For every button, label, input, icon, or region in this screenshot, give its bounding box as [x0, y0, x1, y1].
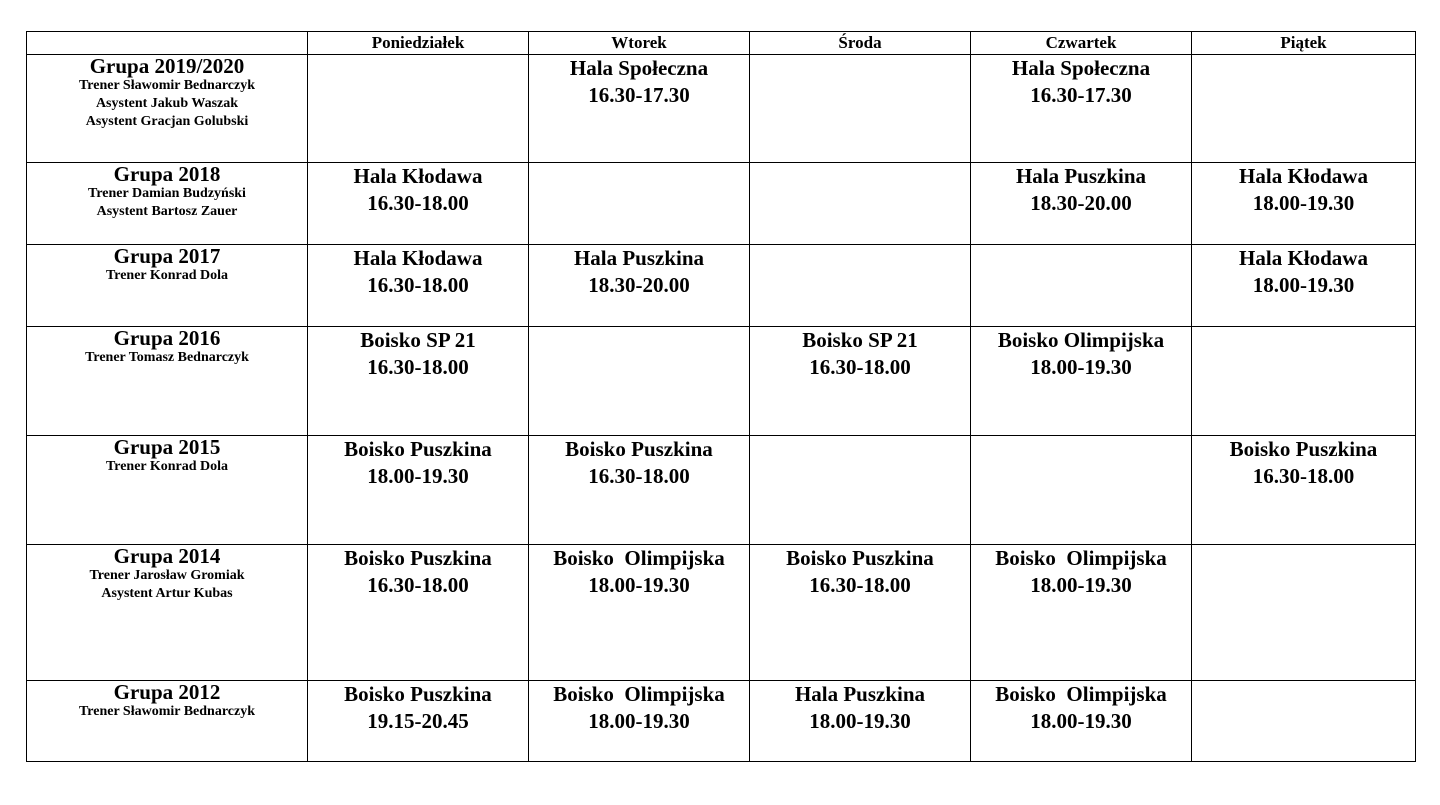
venue-label: Boisko Olimpijska — [553, 546, 725, 570]
slot-cell-tuesday — [529, 163, 750, 245]
group-cell — [27, 327, 308, 436]
venue-label: Hala Kłodawa — [1239, 164, 1368, 188]
time-range: 16.30-18.00 — [588, 464, 690, 488]
time-range: 18.00-19.30 — [809, 709, 911, 733]
assistant-name: Asystent Artur Kubas — [101, 586, 233, 601]
slot-cell-wednesday — [750, 545, 971, 681]
slot-cell-monday — [308, 55, 529, 163]
group-cell — [27, 545, 308, 681]
slot-cell-monday — [308, 245, 529, 327]
venue-label: Boisko Puszkina — [565, 437, 713, 461]
day-header-thursday: Czwartek — [971, 32, 1192, 55]
venue-label: Hala Puszkina — [1015, 164, 1147, 188]
slot-cell-tuesday — [529, 327, 750, 436]
venue-label: Boisko Puszkina — [1229, 437, 1378, 461]
time-range: 18.30-20.00 — [588, 273, 690, 297]
day-header-friday: Piątek — [1192, 32, 1416, 55]
slot-cell-thursday — [971, 327, 1192, 436]
slot-cell-friday — [1192, 55, 1416, 163]
slot-cell-wednesday — [750, 245, 971, 327]
slot-cell-wednesday — [750, 163, 971, 245]
time-range: 16.30-18.00 — [809, 573, 911, 597]
slot-cell-thursday — [971, 55, 1192, 163]
group-cell — [27, 55, 308, 163]
venue-label: Boisko SP 21 — [802, 328, 918, 352]
time-range: 16.30-18.00 — [367, 191, 469, 215]
training-schedule-table — [26, 31, 1416, 762]
slot-cell-wednesday — [750, 436, 971, 545]
slot-cell-friday — [1192, 327, 1416, 436]
group-name: Grupa 2015 — [113, 435, 221, 459]
group-name: Grupa 2014 — [113, 544, 221, 568]
assistant-name: Asystent Bartosz Zauer — [96, 204, 238, 219]
time-range: 16.30-17.30 — [588, 83, 690, 107]
time-range: 18.30-20.00 — [1030, 191, 1132, 215]
slot-cell-tuesday — [529, 681, 750, 762]
time-range: 16.30-18.00 — [367, 355, 469, 379]
slot-cell-wednesday — [750, 681, 971, 762]
slot-cell-friday — [1192, 245, 1416, 327]
coach-name: Trener Sławomir Bednarczyk — [78, 78, 256, 93]
header-row — [27, 32, 1416, 55]
group-row — [27, 327, 1416, 436]
venue-label: Hala Puszkina — [794, 682, 926, 706]
slot-cell-monday — [308, 681, 529, 762]
slot-cell-wednesday — [750, 327, 971, 436]
slot-cell-tuesday — [529, 436, 750, 545]
group-row — [27, 545, 1416, 681]
group-cell — [27, 163, 308, 245]
time-range: 18.00-19.30 — [588, 573, 690, 597]
venue-label: Hala Społeczna — [1011, 56, 1151, 80]
slot-cell-friday — [1192, 163, 1416, 245]
group-cell — [27, 681, 308, 762]
time-range: 16.30-18.00 — [367, 573, 469, 597]
day-header-tuesday: Wtorek — [529, 32, 750, 55]
corner-cell — [27, 32, 308, 55]
time-range: 16.30-17.30 — [1030, 83, 1132, 107]
time-range: 18.00-19.30 — [367, 464, 469, 488]
venue-label: Boisko Puszkina — [344, 437, 492, 461]
slot-cell-monday — [308, 163, 529, 245]
time-range: 18.00-19.30 — [588, 709, 690, 733]
time-range: 18.00-19.30 — [1030, 573, 1132, 597]
slot-cell-thursday — [971, 545, 1192, 681]
slot-cell-wednesday — [750, 55, 971, 163]
time-range: 18.00-19.30 — [1030, 709, 1132, 733]
slot-cell-monday — [308, 327, 529, 436]
venue-label: Boisko Puszkina — [786, 546, 934, 570]
venue-label: Boisko Puszkina — [344, 682, 492, 706]
venue-label: Boisko Olimpijska — [995, 546, 1167, 570]
assistant-name: Asystent Gracjan Golubski — [85, 114, 249, 129]
group-row — [27, 55, 1416, 163]
time-range: 18.00-19.30 — [1252, 273, 1355, 297]
coach-name: Trener Konrad Dola — [105, 268, 229, 283]
coach-name: Trener Damian Budzyński — [88, 186, 246, 201]
coach-name: Trener Konrad Dola — [105, 459, 229, 474]
coach-name: Trener Sławomir Bednarczyk — [78, 704, 256, 719]
day-header-wednesday: Środa — [750, 32, 971, 55]
group-name: Grupa 2016 — [113, 326, 221, 350]
slot-cell-friday — [1192, 436, 1416, 545]
slot-cell-thursday — [971, 436, 1192, 545]
venue-label: Hala Kłodawa — [1239, 246, 1368, 270]
slot-cell-thursday — [971, 245, 1192, 327]
assistant-name: Asystent Jakub Waszak — [95, 96, 239, 111]
group-row — [27, 163, 1416, 245]
venue-label: Hala Kłodawa — [353, 246, 483, 270]
group-row — [27, 436, 1416, 545]
time-range: 19.15-20.45 — [367, 709, 469, 733]
group-name: Grupa 2018 — [113, 162, 221, 186]
venue-label: Hala Kłodawa — [353, 164, 483, 188]
slot-cell-friday — [1192, 545, 1416, 681]
time-range: 18.00-19.30 — [1252, 191, 1355, 215]
group-cell — [27, 436, 308, 545]
venue-label: Boisko Olimpijska — [997, 328, 1165, 352]
group-row — [27, 245, 1416, 327]
coach-name: Trener Tomasz Bednarczyk — [85, 350, 249, 365]
coach-name: Trener Jarosław Gromiak — [89, 568, 245, 583]
slot-cell-thursday — [971, 681, 1192, 762]
venue-label: Boisko SP 21 — [360, 328, 476, 352]
time-range: 16.30-18.00 — [367, 273, 469, 297]
slot-cell-monday — [308, 545, 529, 681]
venue-label: Boisko Olimpijska — [995, 682, 1167, 706]
slot-cell-monday — [308, 436, 529, 545]
time-range: 16.30-18.00 — [809, 355, 911, 379]
slot-cell-tuesday — [529, 545, 750, 681]
time-range: 16.30-18.00 — [1252, 464, 1355, 488]
slot-cell-tuesday — [529, 55, 750, 163]
time-range: 18.00-19.30 — [1030, 355, 1132, 379]
day-header-monday: Poniedziałek — [308, 32, 529, 55]
group-name: Grupa 2019/2020 — [89, 54, 245, 78]
group-name: Grupa 2012 — [113, 680, 221, 704]
group-name: Grupa 2017 — [113, 244, 221, 268]
group-cell — [27, 245, 308, 327]
group-row — [27, 681, 1416, 762]
venue-label: Hala Społeczna — [569, 56, 709, 80]
venue-label: Boisko Olimpijska — [553, 682, 725, 706]
venue-label: Hala Puszkina — [573, 246, 705, 270]
slot-cell-thursday — [971, 163, 1192, 245]
venue-label: Boisko Puszkina — [344, 546, 492, 570]
slot-cell-friday — [1192, 681, 1416, 762]
slot-cell-tuesday — [529, 245, 750, 327]
